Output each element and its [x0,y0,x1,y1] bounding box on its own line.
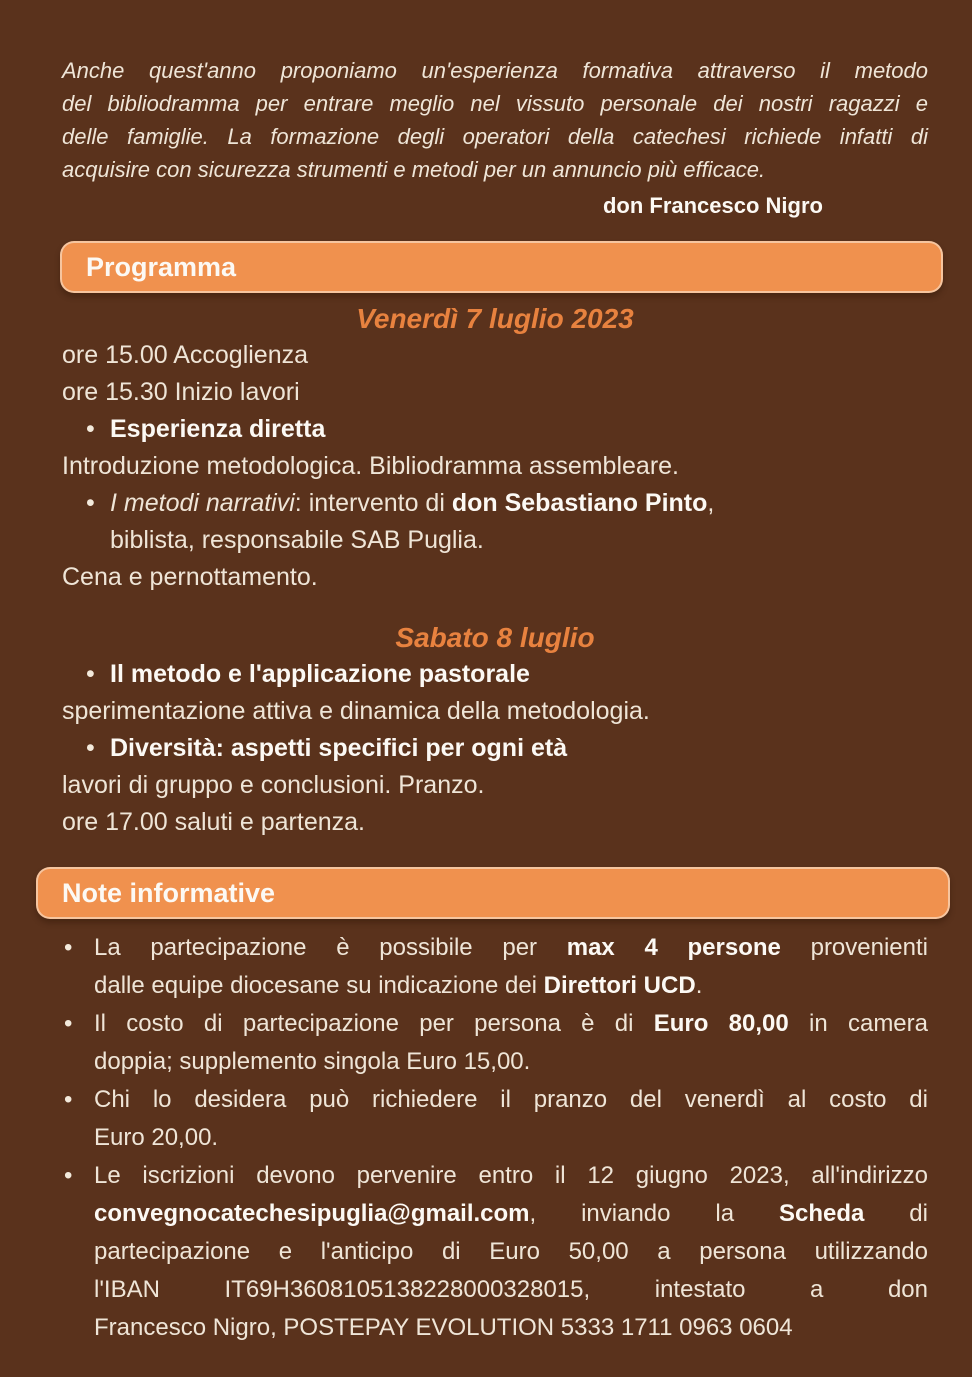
schedule-line [62,411,928,448]
intro-paragraph [62,54,928,221]
note-line-text: doppia; supplemento singola Euro 15,00. [94,1048,531,1075]
schedule-line-text: biblista, responsabile SAB Puglia. [110,526,484,554]
note-line [94,1005,928,1043]
note-banner-label: Note informative [62,877,276,908]
bullet-dot-icon: • [86,660,95,688]
note-line [94,1271,928,1309]
schedule-line [62,559,928,596]
schedule-line-text: Cena e pernottamento. [62,563,318,591]
schedule-line [62,804,928,841]
note-line-text: Francesco Nigro, POSTEPAY EVOLUTION 5333 1711 0963 0604 [94,1314,793,1341]
note-item-costo [62,1005,928,1081]
schedule-line [62,337,928,374]
schedule-line [62,374,928,411]
intro-line: acquisire con sicurezza strumenti e metodi per un annuncio più efficace. [62,157,766,182]
schedule-line-text: ore 15.30 Inizio lavori [62,378,300,406]
schedule-line-text: Esperienza diretta [110,415,326,443]
schedule-line-text: sperimentazione attiva e dinamica della metodologia. [62,697,650,725]
schedule-line [62,448,928,485]
note-line [94,1081,928,1119]
schedule-line-text: ore 17.00 saluti e partenza. [62,808,365,836]
note-line-text: l'IBAN IT69H3608105138228000328015, intestato a don [94,1276,928,1303]
intro-line: del bibliodramma per entrare meglio nel vissuto personale dei nostri ragazzi e [62,91,928,116]
bullet-dot-icon: • [86,734,95,762]
schedule-line-text: Introduzione metodologica. Bibliodramma assembleare. [62,452,679,480]
bullet-dot-icon: • [64,1086,73,1113]
bullet-dot-icon: • [86,489,95,517]
schedule-line [62,485,928,522]
schedule-line-text: Diversità: aspetti specifici per ogni età [110,734,568,762]
note-informative-banner [36,867,950,919]
bullet-dot-icon: • [64,1162,73,1189]
schedule-line [62,522,928,559]
author-signature: don Francesco Nigro [602,193,823,218]
note-line-text: La partecipazione è possibile per max 4 persone provenienti [94,934,929,961]
schedule-line-text: Il metodo e l'applicazione pastorale [110,660,530,688]
note-line-text: dalle equipe diocesane su indicazione dei Direttori UCD. [94,972,703,999]
schedule-line [62,693,928,730]
schedule-line [62,730,928,767]
note-line-text: Le iscrizioni devono pervenire entro il 12 giugno 2023, all'indirizzo [94,1162,928,1189]
programma-banner [60,241,943,293]
schedule-line-text: I metodi narrativi: intervento di don Sebastiano Pinto, [110,489,715,517]
day-heading-venerdi: Venerdì 7 luglio 2023 [356,303,634,334]
note-line [94,967,928,1005]
schedule-line [62,656,928,693]
schedule-day1 [62,337,928,596]
programma-banner-label: Programma [86,251,237,282]
note-line [94,1309,928,1347]
note-line [94,1195,928,1233]
note-line-text: convegnocatechesipuglia@gmail.com, inviando la Scheda di [94,1200,928,1227]
note-line [94,1043,928,1081]
note-line-text: partecipazione e l'anticipo di Euro 50,00 a persona utilizzando [94,1238,928,1265]
note-item-pranzo [62,1081,928,1157]
intro-line: delle famiglie. La formazione degli operatori della catechesi richiede infatti di [62,124,928,149]
note-line [94,1119,928,1157]
note-line [94,1157,928,1195]
schedule-line-text: lavori di gruppo e conclusioni. Pranzo. [62,771,485,799]
intro-line: Anche quest'anno proponiamo un'esperienza formativa attraverso il metodo [62,58,928,83]
bullet-dot-icon: • [86,415,95,443]
schedule-line-text: ore 15.00 Accoglienza [62,341,309,369]
note-line [94,929,928,967]
notes-list [62,929,928,1347]
note-item-partecipazione [62,929,928,1005]
note-line-text: Euro 20,00. [94,1124,219,1151]
note-line [94,1233,928,1271]
bullet-dot-icon: • [64,934,73,961]
bullet-dot-icon: • [64,1010,73,1037]
note-line-text: Chi lo desidera può richiedere il pranzo del venerdì al costo di [94,1086,928,1113]
schedule-day2 [62,656,928,841]
day-heading-sabato: Sabato 8 luglio [395,622,595,653]
schedule-line [62,767,928,804]
note-line-text: Il costo di partecipazione per persona è di Euro 80,00 in camera [94,1010,928,1037]
note-item-iscrizioni [62,1157,928,1347]
